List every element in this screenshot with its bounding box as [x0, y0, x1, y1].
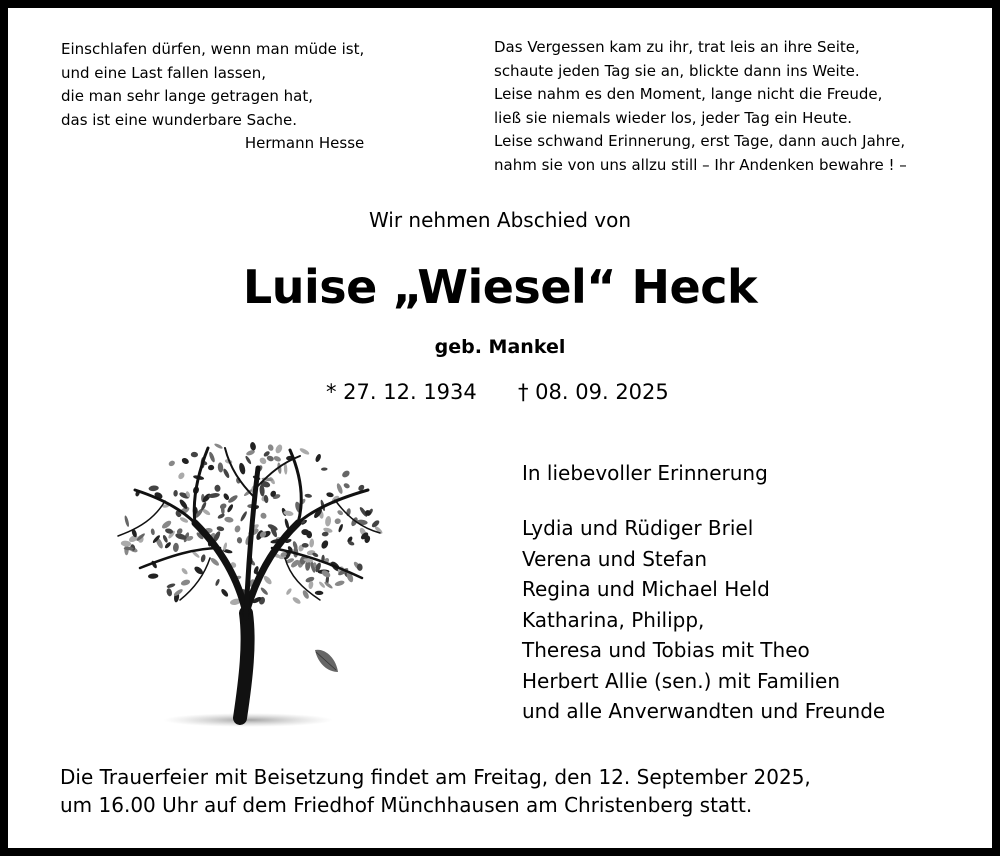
- poem-line: die man sehr lange getragen hat,: [61, 87, 313, 105]
- leaf-shape: [224, 516, 234, 523]
- poem-line: Einschlafen dürfen, wenn man müde ist,: [61, 40, 365, 58]
- leaf-shape: [161, 519, 173, 530]
- leaf-shape: [173, 490, 178, 497]
- leaf-shape: [341, 469, 351, 479]
- leaf-shape: [301, 589, 310, 600]
- poem-line: ließ sie niemals wieder los, jeder Tag ein Heute.: [494, 108, 853, 127]
- leaf-shape: [236, 537, 242, 544]
- poem-line: schaute jeden Tag sie an, blickte dann ins Weite.: [494, 61, 860, 80]
- poem-forgetting: [494, 36, 907, 177]
- leaf-shape: [338, 523, 344, 532]
- leaf-shape: [262, 575, 273, 586]
- mourner-entry: und alle Anverwandten und Freunde: [522, 699, 886, 723]
- farewell-intro: Wir nehmen Abschied von: [368, 208, 632, 232]
- mourner-entry: Herbert Allie (sen.) mit Familien: [522, 668, 841, 693]
- leaf-shape: [200, 554, 206, 563]
- leaf-shape: [320, 539, 330, 550]
- poem-line: Leise schwand Erinnerung, erst Tage, dann auch Jahre,: [494, 132, 906, 150]
- leaf-shape: [215, 578, 221, 586]
- leaf-shape: [166, 583, 176, 589]
- leaf-shape: [267, 443, 275, 451]
- leaf-shape: [148, 573, 159, 579]
- leaf-shape: [209, 557, 220, 567]
- mourner-entry: Katharina, Philipp,: [522, 607, 705, 632]
- leaf-shape: [334, 580, 345, 587]
- leaf-shape: [249, 442, 256, 452]
- leaf-shape: [214, 443, 224, 450]
- leaf-shape: [260, 586, 269, 595]
- death-date: † 08. 09. 2025: [518, 380, 669, 404]
- leaf-shape: [326, 492, 334, 498]
- leaf-shape: [214, 484, 221, 492]
- leaf-shape: [181, 567, 189, 575]
- deceased-name: Luise „Wiesel“ Heck: [242, 260, 758, 314]
- leaf-shape: [181, 457, 190, 466]
- leaf-shape: [162, 534, 169, 543]
- service-line: Die Trauerfeier mit Beisetzung findet am Freitag, den 12. September 2025,: [60, 765, 811, 789]
- service-line: um 16.00 Uhr auf dem Friedhof Münchhausen am Christenberg statt.: [60, 793, 753, 817]
- leaf-shape: [336, 483, 344, 495]
- poem-line: Leise nahm es den Moment, lange nicht die Freude,: [494, 85, 883, 103]
- leaf-shape: [304, 493, 312, 498]
- leaf-shape: [321, 467, 328, 471]
- leaf-shape: [259, 512, 267, 520]
- leaf-shape: [166, 588, 173, 597]
- leaf-shape: [273, 455, 282, 462]
- leaf-shape: [173, 543, 180, 553]
- leaf-shape: [325, 516, 332, 527]
- leaf-shape: [180, 579, 191, 587]
- leaf-shape: [216, 526, 224, 532]
- leaf-shape: [238, 462, 246, 475]
- leaf-shape: [208, 451, 216, 463]
- leaf-shape: [285, 587, 292, 595]
- leaf-shape: [334, 518, 342, 525]
- leaf-shape: [208, 465, 214, 471]
- leaf-shape: [168, 460, 176, 468]
- leaf-shape: [191, 452, 199, 458]
- birth-date: * 27. 12. 1934: [326, 380, 477, 404]
- leaf-shape: [177, 471, 186, 480]
- leaf-shape: [222, 468, 230, 479]
- leaf-shape: [292, 596, 302, 605]
- leaf-shape: [217, 513, 225, 520]
- mourner-entry: Lydia und Rüdiger Briel: [522, 516, 754, 540]
- leaf-shape: [274, 443, 283, 454]
- mourner-entry: Regina und Michael Held: [522, 577, 770, 601]
- tree-icon: [100, 428, 400, 733]
- leaf-shape: [315, 591, 324, 595]
- leaf-shape: [164, 541, 172, 549]
- leaf-shape: [124, 515, 130, 527]
- leaf-shape: [299, 447, 310, 456]
- leaf-shape: [150, 528, 155, 535]
- poem-line: Das Vergessen kam zu ihr, trat leis an ihre Seite,: [494, 38, 860, 56]
- maiden-name: geb. Mankel: [434, 336, 566, 358]
- leaf-shape: [343, 482, 351, 489]
- leaf-shape: [239, 511, 248, 523]
- funeral-service-info: [60, 763, 811, 819]
- leaf-shape: [148, 485, 159, 492]
- leaf-shape: [217, 462, 223, 473]
- leaf-shape: [309, 538, 314, 547]
- leaf-shape: [258, 456, 267, 465]
- leaf-shape: [244, 455, 252, 465]
- leaf-shape: [220, 588, 229, 598]
- mourner-entry: Verena und Stefan: [522, 546, 708, 571]
- poem-author: Hermann Hesse: [244, 134, 365, 152]
- poem-line: nahm sie von uns allzu still – Ihr Andenken bewahre ! –: [494, 155, 907, 174]
- poem-hesse: [61, 38, 364, 156]
- mourners-list: [522, 513, 885, 727]
- poem-line: das ist eine wunderbare Sache.: [61, 110, 298, 129]
- leaf-shape: [314, 453, 322, 463]
- leaf-shape: [234, 525, 241, 533]
- leaf-shape: [226, 503, 234, 513]
- poem-line: und eine Last fallen lassen,: [61, 63, 267, 82]
- mourner-entry: Theresa und Tobias mit Theo: [522, 638, 810, 662]
- leaf-shape: [318, 581, 326, 589]
- memory-line: In liebevoller Erinnerung: [522, 461, 768, 485]
